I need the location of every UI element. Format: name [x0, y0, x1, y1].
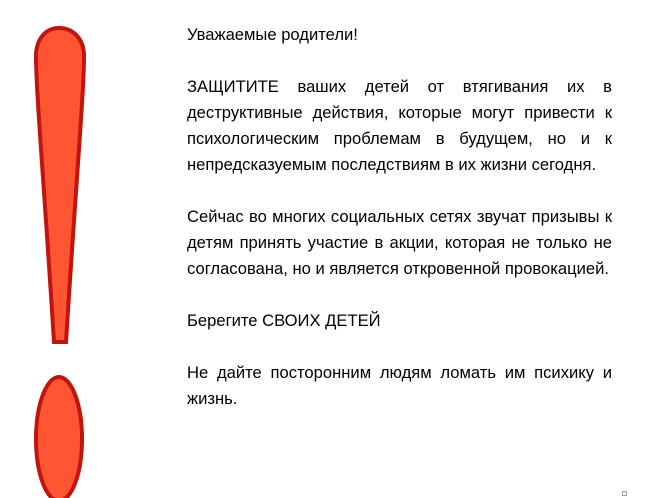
paragraph-strangers: Не дайте посторонним людям ломать им психику и жизнь. — [187, 363, 612, 408]
exclamation-bar — [36, 28, 84, 342]
greeting: Уважаемые родители! — [187, 25, 358, 44]
paragraph-care: Берегите СВОИХ ДЕТЕЙ — [187, 311, 381, 330]
exclamation-mark-icon — [30, 22, 90, 498]
notice-text — [187, 22, 612, 412]
exclamation-dot — [36, 377, 82, 498]
resize-handle[interactable] — [622, 491, 627, 496]
paragraph-protect: ЗАЩИТИТЕ ваших детей от втягивания их в деструктивные действия, которые могут привести к психологическим проблемам в будущем, но и к непредсказуемым последствиям в их жизни сегодня. — [187, 77, 612, 174]
paragraph-social-networks: Сейчас во многих социальных сетях звучат призывы к детям принять участие в акции, которая не только не согласована, но и является откровенной провокацией. — [187, 207, 612, 278]
